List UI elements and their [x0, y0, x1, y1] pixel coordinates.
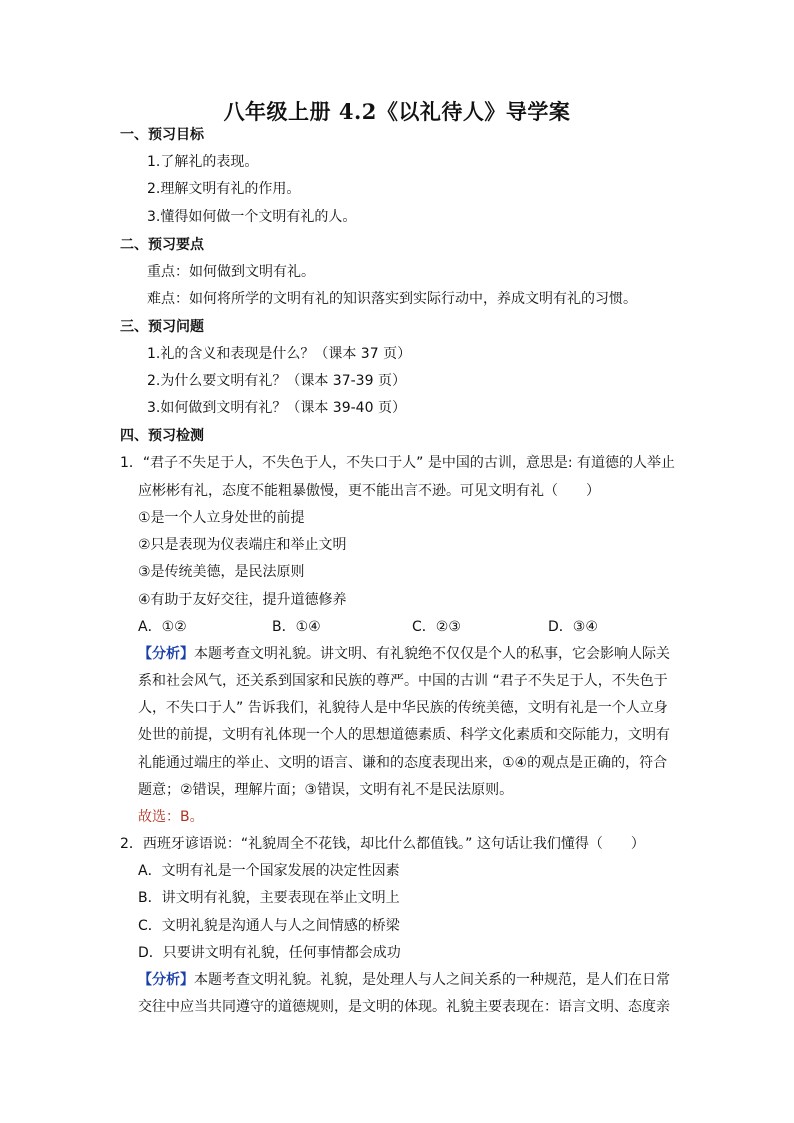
document-title: 八年级上册 4.2《以礼待人》导学案	[223, 99, 571, 124]
question-item: 3.如何做到文明有礼？（课本 39-40 页）	[147, 400, 406, 416]
q1-analysis-line: 礼能通过端庄的举止、文明的语言、谦和的态度表现出来，①④的观点是正确的，符合	[138, 755, 668, 771]
q1-analysis-line	[138, 643, 670, 663]
section-heading-points: 二、预习要点	[120, 237, 204, 253]
q1-stem-line: 应彬彬有礼，态度不能粗暴傲慢，更不能出言不逊。可见文明有礼（ ）	[138, 483, 600, 499]
question-item: 2.为什么要文明有礼？（课本 37-39 页）	[147, 373, 406, 389]
q1-option-b: B．①④	[272, 619, 321, 635]
q1-option-d: D．③④	[548, 619, 598, 635]
q1-stem-line: 1．“君子不失足于人，不失色于人，不失口于人” 是中国的古训，意思是: 有道德的人举止	[120, 455, 676, 471]
q1-statement: ④有助于友好交往，提升道德修养	[138, 592, 347, 608]
analysis-text: 本题考查文明礼貌。讲文明、有礼貌绝不仅仅是个人的私事，它会影响人际关	[194, 646, 670, 662]
q1-analysis-line: 人，不失口于人” 告诉我们，礼貌待人是中华民族的传统美德，文明有礼是一个人立身	[138, 700, 668, 716]
goal-item: 1.了解礼的表现。	[147, 154, 259, 170]
q2-option-c: C．文明礼貌是沟通人与人之间情感的桥梁	[138, 918, 400, 934]
goal-item: 3.懂得如何做一个文明有礼的人。	[147, 209, 357, 225]
q2-analysis-line	[138, 969, 670, 989]
q2-analysis-line: 交往中应当共同遵守的道德规则，是文明的体现。礼貌主要表现在：语言文明、态度亲	[138, 999, 670, 1015]
analysis-tag: 【分析】	[138, 646, 194, 662]
question-item: 1.礼的含义和表现是什么？（课本 37 页）	[147, 346, 412, 362]
q1-statement: ③是传统美德，是民法原则	[138, 564, 305, 580]
q2-option-a: A．文明有礼是一个国家发展的决定性因素	[138, 863, 400, 879]
key-point: 重点：如何做到文明有礼。	[147, 264, 315, 280]
section-heading-test: 四、预习检测	[120, 428, 204, 444]
difficult-point: 难点：如何将所学的文明有礼的知识落实到实际行动中，养成文明有礼的习惯。	[147, 291, 637, 307]
q1-statement: ①是一个人立身处世的前提	[138, 510, 305, 526]
q1-option-c: C．②③	[412, 619, 461, 635]
q2-option-b: B．讲文明有礼貌，主要表现在举止文明上	[138, 890, 400, 906]
q1-answer: 故选：B。	[138, 809, 204, 825]
q1-analysis-line: 系和社会风气，还关系到国家和民族的尊严。中国的古训 “君子不失足于人，不失色于	[138, 673, 668, 689]
q1-statement: ②只是表现为仪表端庄和举止文明	[138, 537, 347, 553]
q1-analysis-line: 处世的前提，文明有礼体现一个人的思想道德素质、科学文化素质和交际能力，文明有	[138, 727, 670, 743]
section-heading-questions: 三、预习问题	[120, 319, 204, 335]
analysis-tag: 【分析】	[138, 972, 194, 988]
analysis-text: 本题考查文明礼貌。礼貌，是处理人与人之间关系的一种规范，是人们在日常	[194, 972, 670, 988]
q1-analysis-line: 题意；②错误，理解片面；③错误，文明有礼不是民法原则。	[138, 782, 514, 798]
goal-item: 2.理解文明有礼的作用。	[147, 181, 301, 197]
q1-option-a: A．①②	[138, 619, 187, 635]
section-heading-goals: 一、预习目标	[120, 127, 204, 143]
q2-option-d: D．只要讲文明有礼貌，任何事情都会成功	[138, 945, 401, 961]
q2-stem: 2．西班牙谚语说：“礼貌周全不花钱，却比什么都值钱。” 这句话让我们懂得（ ）	[120, 836, 645, 852]
